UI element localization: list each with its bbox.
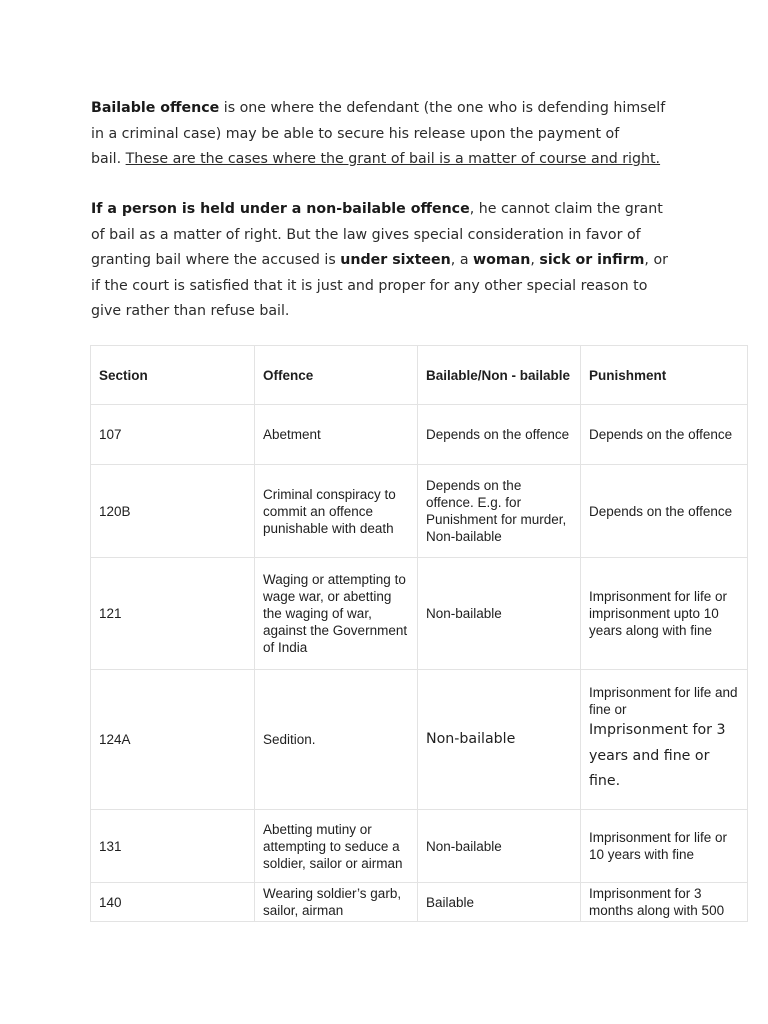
cell-punishment: Imprisonment for life or 10 years with fine — [581, 810, 748, 883]
table-row — [91, 810, 748, 883]
cell-section: 121 — [91, 558, 255, 670]
header-section: Section — [91, 346, 255, 405]
cell-bailable: Bailable — [418, 883, 581, 922]
cell-punishment: Depends on the offence — [581, 465, 748, 558]
paragraph-text: granting bail where the accused is — [91, 252, 341, 268]
table-row — [91, 883, 748, 922]
paragraph-text: , a — [450, 252, 474, 268]
punishment-line-large: Imprisonment for 3 years and fine or fine. — [589, 722, 726, 790]
table-row — [91, 405, 748, 465]
cell-punishment — [581, 670, 748, 810]
paragraph-text: if the court is satisfied that it is just and proper for any other special reason to — [91, 277, 648, 294]
cell-section: 107 — [91, 405, 255, 465]
bold-term-woman: woman — [473, 252, 531, 268]
table-row — [91, 465, 748, 558]
cell-offence: Sedition. — [255, 670, 418, 810]
paragraph-text: of bail as a matter of right. But the law gives special consideration in favor of — [91, 226, 641, 243]
paragraph-text: give rather than refuse bail. — [91, 303, 290, 319]
cell-offence: Wearing soldier’s garb, sailor, airman — [255, 883, 418, 922]
cell-offence: Abetting mutiny or attempting to seduce a soldier, sailor or airman — [255, 810, 418, 883]
cell-offence: Abetment — [255, 405, 418, 465]
table-header-row — [91, 346, 748, 405]
paragraph-text: , or — [644, 252, 668, 268]
cell-bailable: Depends on the offence — [418, 405, 581, 465]
header-punishment: Punishment — [581, 346, 748, 405]
table-row — [91, 670, 748, 810]
paragraph-text: bail. — [91, 151, 126, 167]
paragraph-text: in a criminal case) may be able to secure his release upon the payment of — [91, 125, 620, 142]
bailable-offence-term: Bailable offence — [91, 100, 220, 116]
paragraph-text: is one where the defendant (the one who is defending himself — [219, 100, 666, 116]
paragraph-text: , he cannot claim the grant — [469, 201, 663, 217]
non-bailable-paragraph — [91, 197, 691, 325]
paragraph-text: , — [530, 252, 540, 268]
cell-section: 124A — [91, 670, 255, 810]
cell-section: 120B — [91, 465, 255, 558]
cell-bailable: Non-bailable — [418, 810, 581, 883]
bold-term-sick-or-infirm: sick or infirm — [539, 252, 645, 268]
cell-punishment: Imprisonment for life or imprisonment upto 10 years along with fine — [581, 558, 748, 670]
bailable-offence-paragraph — [91, 96, 691, 173]
bold-term-under-sixteen: under sixteen — [340, 252, 451, 268]
underlined-statement: These are the cases where the grant of bail is a matter of course and right. — [125, 151, 661, 167]
table-row — [91, 558, 748, 670]
cell-offence: Waging or attempting to wage war, or abetting the waging of war, against the Government of India — [255, 558, 418, 670]
offences-table — [90, 345, 748, 922]
cell-bailable: Depends on the offence. E.g. for Punishment for murder, Non-bailable — [418, 465, 581, 558]
cell-punishment: Depends on the offence — [581, 405, 748, 465]
header-offence: Offence — [255, 346, 418, 405]
punishment-line: Imprisonment for life and fine or — [589, 685, 738, 718]
non-bailable-heading: If a person is held under a non-bailable offence — [91, 201, 470, 217]
cell-bailable: Non-bailable — [418, 558, 581, 670]
cell-section: 131 — [91, 810, 255, 883]
cell-offence: Criminal conspiracy to commit an offence punishable with death — [255, 465, 418, 558]
cell-punishment: Imprisonment for 3 months along with 500 — [581, 883, 748, 922]
cell-section: 140 — [91, 883, 255, 922]
header-bailable: Bailable/Non - bailable — [418, 346, 581, 405]
cell-bailable: Non-bailable — [418, 670, 581, 810]
